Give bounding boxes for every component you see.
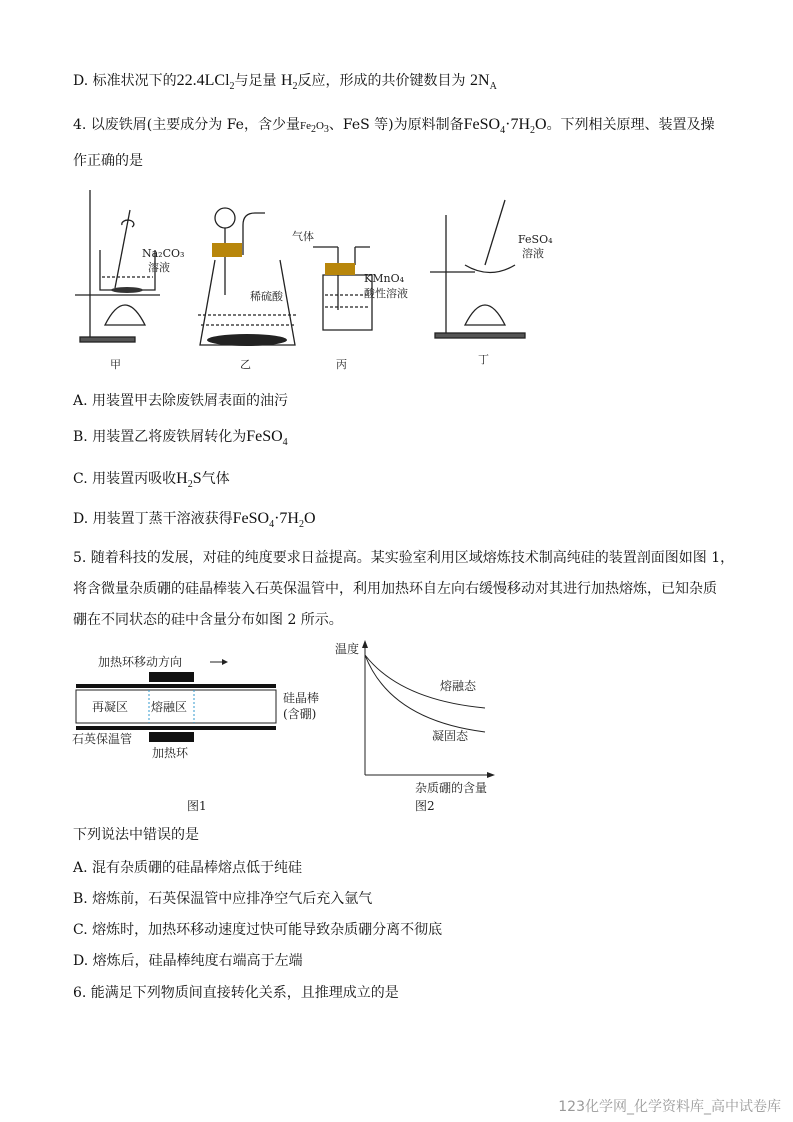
label-contains-boron: (含硼) bbox=[283, 707, 317, 721]
label-dilute-acid: 稀硫酸 bbox=[250, 290, 283, 303]
text: 。下列相关原理、装置及操 bbox=[546, 117, 715, 133]
label-recondense-zone: 再凝区 bbox=[92, 700, 129, 714]
label-heating-ring: 加热环 bbox=[152, 746, 189, 760]
q4-option-a: A. 用装置甲去除废铁屑表面的油污 bbox=[73, 393, 289, 409]
label-kmno4: KMnO₄ bbox=[364, 272, 404, 285]
label-bing: 丙 bbox=[336, 358, 347, 371]
caption-fig1: 图1 bbox=[187, 799, 207, 813]
label-feso4: FeSO₄ bbox=[518, 233, 553, 246]
label-acidic-solution: 酸性溶液 bbox=[364, 287, 408, 300]
q4-stem-line2: 作正确的是 bbox=[73, 153, 143, 169]
q5-stem-1: 5. 随着科技的发展，对硅的纯度要求日益提高。某实验室利用区域熔炼技术制高纯硅的装置剖面图如图 1， bbox=[73, 550, 735, 566]
label-quartz-tube: 石英保温管 bbox=[72, 732, 133, 746]
label-solid: 凝固态 bbox=[432, 729, 469, 743]
curve-solid bbox=[365, 655, 485, 732]
text: 反应，形成的共价键数目为 bbox=[297, 73, 466, 89]
label-jia: 甲 bbox=[110, 358, 121, 371]
label-direction: 加热环移动方向 bbox=[98, 655, 183, 669]
formula-na: $2N_A$ bbox=[470, 72, 497, 93]
zone-refining-figures bbox=[70, 640, 520, 820]
label-yi: 乙 bbox=[240, 358, 251, 371]
axis-x-label: 杂质硼的含量 bbox=[415, 781, 488, 795]
q5-option-c: C. 熔炼时，加热环移动速度过快可能导致杂质硼分离不彻底 bbox=[73, 922, 443, 938]
q4-stem bbox=[73, 114, 715, 136]
label-melt-zone: 熔融区 bbox=[151, 700, 188, 714]
text: 、FeS 等)为原料制备 bbox=[328, 117, 464, 133]
q5-option-b: B. 熔炼前，石英保温管中应排净空气后充入氩气 bbox=[73, 891, 373, 907]
label-silicon-rod: 硅晶棒 bbox=[283, 691, 320, 705]
q6-stem: 6. 能满足下列物质间直接转化关系，且推理成立的是 bbox=[73, 985, 399, 1001]
q4-option-d: D. 用装置丁蒸干溶液获得$FeSO_4\cdot 7H_2O$ bbox=[73, 510, 316, 531]
footer-watermark: 123化学网_化学资料库_高中试卷库 bbox=[558, 1099, 781, 1115]
caption-fig2: 图2 bbox=[415, 799, 435, 813]
q5-option-a: A. 混有杂质硼的硅晶棒熔点低于纯硅 bbox=[73, 860, 303, 876]
text: 标准状况下的 bbox=[92, 73, 177, 89]
label-gas: 气体 bbox=[292, 230, 314, 243]
q5-option-d: D. 熔炼后，硅晶棒纯度右端高于左端 bbox=[73, 953, 303, 969]
q3-option-d bbox=[73, 70, 497, 92]
q4-option-b: B. 用装置乙将废铁屑转化为FeSO$_4$ bbox=[73, 428, 288, 449]
text: 与足量 bbox=[234, 73, 277, 89]
label-solution-2: 溶液 bbox=[522, 247, 544, 260]
label-molten: 熔融态 bbox=[440, 679, 477, 693]
apparatus-figure bbox=[60, 185, 553, 375]
formula-h2: $H_2$ bbox=[280, 72, 298, 93]
formula-fe2o3: $Fe_2O_3$ bbox=[299, 120, 329, 136]
q5-prompt: 下列说法中错误的是 bbox=[73, 827, 199, 843]
q4-option-c: C. 用装置丙吸收$H_2S$气体 bbox=[73, 470, 230, 491]
formula: 22.4LCl$_2$ bbox=[176, 72, 235, 93]
label-solution: 溶液 bbox=[148, 261, 170, 274]
formula-product: $FeSO_4\cdot 7H_2O$ bbox=[463, 116, 547, 137]
option-label: D. bbox=[73, 73, 89, 89]
axis-y-label: 温度 bbox=[335, 642, 360, 656]
q5-stem-2: 将含微量杂质硼的硅晶棒装入石英保温管中，利用加热环自左向右缓慢移动对其进行加热熔炼，已知杂质 bbox=[73, 581, 717, 597]
q5-stem-3: 硼在不同状态的硅中含量分布如图 2 所示。 bbox=[73, 612, 343, 628]
label-ding: 丁 bbox=[478, 353, 489, 366]
text: 4. 以废铁屑(主要成分为 Fe，含少量 bbox=[73, 117, 300, 133]
label-na2co3: Na₂CO₃ bbox=[142, 247, 185, 260]
